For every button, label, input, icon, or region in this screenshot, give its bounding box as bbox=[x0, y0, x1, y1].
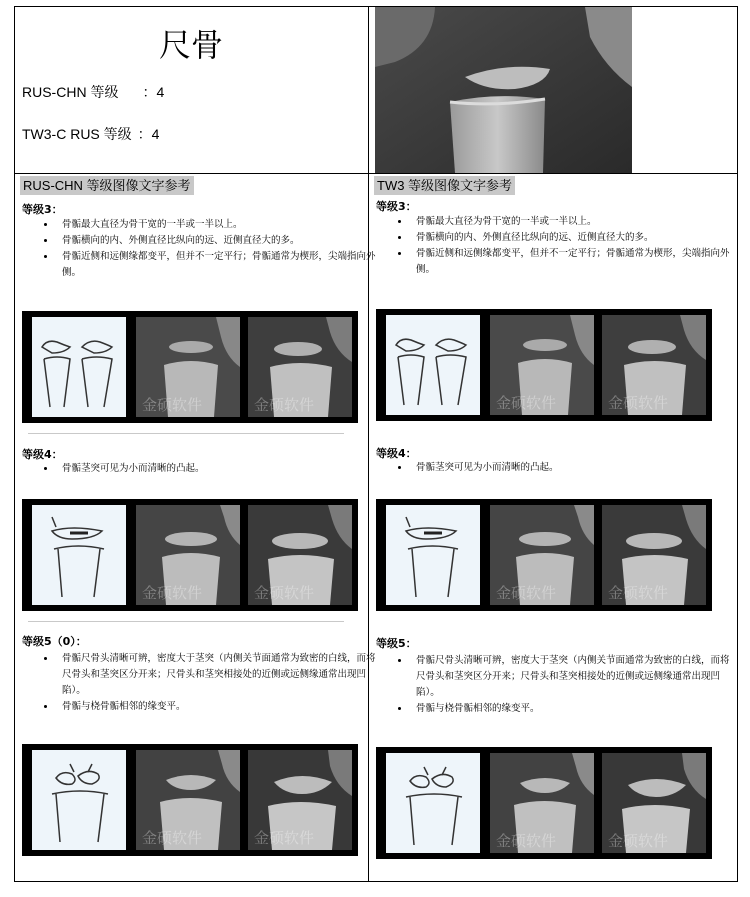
right-grade4-list bbox=[396, 460, 730, 476]
rus-chn-grade-label: RUS-CHN 等级 bbox=[22, 84, 119, 100]
rus-chn-grade bbox=[22, 82, 164, 102]
grade5-xray-1 bbox=[136, 750, 240, 850]
right-grade4-title: 等级4： bbox=[376, 447, 417, 460]
right-grade3-title: 等级3： bbox=[376, 200, 417, 213]
list-item: • 骨骺最大直径为骨干宽的一半或一半以上。 bbox=[56, 217, 376, 233]
grade4-xray-2 bbox=[248, 505, 352, 605]
list-item: • 骨骺横向的内、外侧直径比纵向的远、近侧直径大的多。 bbox=[56, 233, 376, 249]
watermark: 金硕软件 bbox=[608, 394, 669, 412]
bone-title: 尺骨 bbox=[158, 26, 223, 64]
right-grade5-list bbox=[396, 653, 730, 717]
watermark: 金硕软件 bbox=[142, 396, 203, 414]
watermark: 金硕软件 bbox=[254, 396, 315, 414]
tw3-grade-label: TW3-C RUS 等级 bbox=[22, 126, 132, 142]
ulna-xray-image bbox=[375, 7, 632, 173]
grade4-drawing bbox=[32, 505, 126, 605]
watermark: 金硕软件 bbox=[142, 829, 203, 847]
watermark: 金硕软件 bbox=[608, 584, 669, 602]
grade4-xray-1 bbox=[136, 505, 240, 605]
grade3-xray-2 bbox=[602, 315, 706, 415]
list-item: • 骨骺最大直径为骨干宽的一半或一半以上。 bbox=[410, 214, 730, 230]
grade3-xray-2 bbox=[248, 317, 352, 417]
right-grade4-images bbox=[376, 499, 712, 611]
separator bbox=[28, 433, 344, 434]
watermark: 金硕软件 bbox=[608, 832, 669, 850]
list-item: • 骨骺尺骨头清晰可辨，密度大于茎突（内侧关节面通常为致密的白线，而将尺骨头和茎突区分开来；尺骨头和茎突相接处的近侧或远侧缘通常出现凹陷）。 bbox=[56, 651, 376, 699]
grade4-xray-1 bbox=[490, 505, 594, 605]
list-item: • 骨骺横向的内、外侧直径比纵向的远、近侧直径大的多。 bbox=[410, 230, 730, 246]
list-item: • 骨骺茎突可见为小而清晰的凸起。 bbox=[410, 460, 730, 476]
right-section-title: TW3 等级图像文字参考 bbox=[374, 176, 515, 195]
grade3-xray-1 bbox=[490, 315, 594, 415]
tw3-grade-value: ：4 bbox=[137, 126, 160, 142]
list-item: • 骨骺尺骨头清晰可辨，密度大于茎突（内侧关节面通常为致密的白线，而将尺骨头和茎突区分开来；尺骨头和茎突相接处的近侧或远侧缘通常出现凹陷）。 bbox=[410, 653, 730, 701]
right-grade5-title: 等级5： bbox=[376, 637, 417, 650]
left-grade4-images bbox=[22, 499, 358, 611]
left-grade3-title: 等级3： bbox=[22, 203, 63, 216]
watermark: 金硕软件 bbox=[496, 584, 557, 602]
list-item: • 骨骺茎突可见为小而清晰的凸起。 bbox=[56, 461, 376, 477]
separator bbox=[28, 621, 344, 622]
right-grade3-list bbox=[396, 214, 730, 278]
left-section-title: RUS-CHN 等级图像文字参考 bbox=[20, 176, 194, 195]
left-grade5-images bbox=[22, 744, 358, 856]
grade4-xray-2 bbox=[602, 505, 706, 605]
left-grade4-list bbox=[42, 461, 376, 477]
left-grade3-list bbox=[42, 217, 376, 281]
left-grade4-title: 等级4： bbox=[22, 448, 63, 461]
grade5-drawing bbox=[32, 750, 126, 850]
left-grade5-list bbox=[42, 651, 376, 715]
list-item: • 骨骺与桡骨骺相邻的缘变平。 bbox=[56, 699, 376, 715]
list-item: • 骨骺与桡骨骺相邻的缘变平。 bbox=[410, 701, 730, 717]
grade5-drawing bbox=[386, 753, 480, 853]
grade3-xray-1 bbox=[136, 317, 240, 417]
list-item: • 骨骺近侧和远侧缘都变平，但并不一定平行；骨骺通常为楔形，尖端指向外侧。 bbox=[56, 249, 376, 281]
watermark: 金硕软件 bbox=[254, 584, 315, 602]
grade3-drawing bbox=[32, 317, 126, 417]
list-item: • 骨骺近侧和远侧缘都变平，但并不一定平行；骨骺通常为楔形，尖端指向外侧。 bbox=[410, 246, 730, 278]
right-grade5-images bbox=[376, 747, 712, 859]
row-divider bbox=[14, 173, 738, 174]
left-grade5-title: 等级5（0）： bbox=[22, 635, 87, 648]
watermark: 金硕软件 bbox=[496, 394, 557, 412]
watermark: 金硕软件 bbox=[142, 584, 203, 602]
grade5-xray-2 bbox=[248, 750, 352, 850]
watermark: 金硕软件 bbox=[254, 829, 315, 847]
tw3-grade bbox=[22, 124, 159, 144]
grade3-drawing bbox=[386, 315, 480, 415]
column-divider bbox=[368, 6, 369, 882]
grade5-xray-1 bbox=[490, 753, 594, 853]
right-grade3-images bbox=[376, 309, 712, 421]
left-grade3-images bbox=[22, 311, 358, 423]
rus-chn-grade-value: ：4 bbox=[142, 84, 165, 100]
watermark: 金硕软件 bbox=[496, 832, 557, 850]
grade4-drawing bbox=[386, 505, 480, 605]
grade5-xray-2 bbox=[602, 753, 706, 853]
